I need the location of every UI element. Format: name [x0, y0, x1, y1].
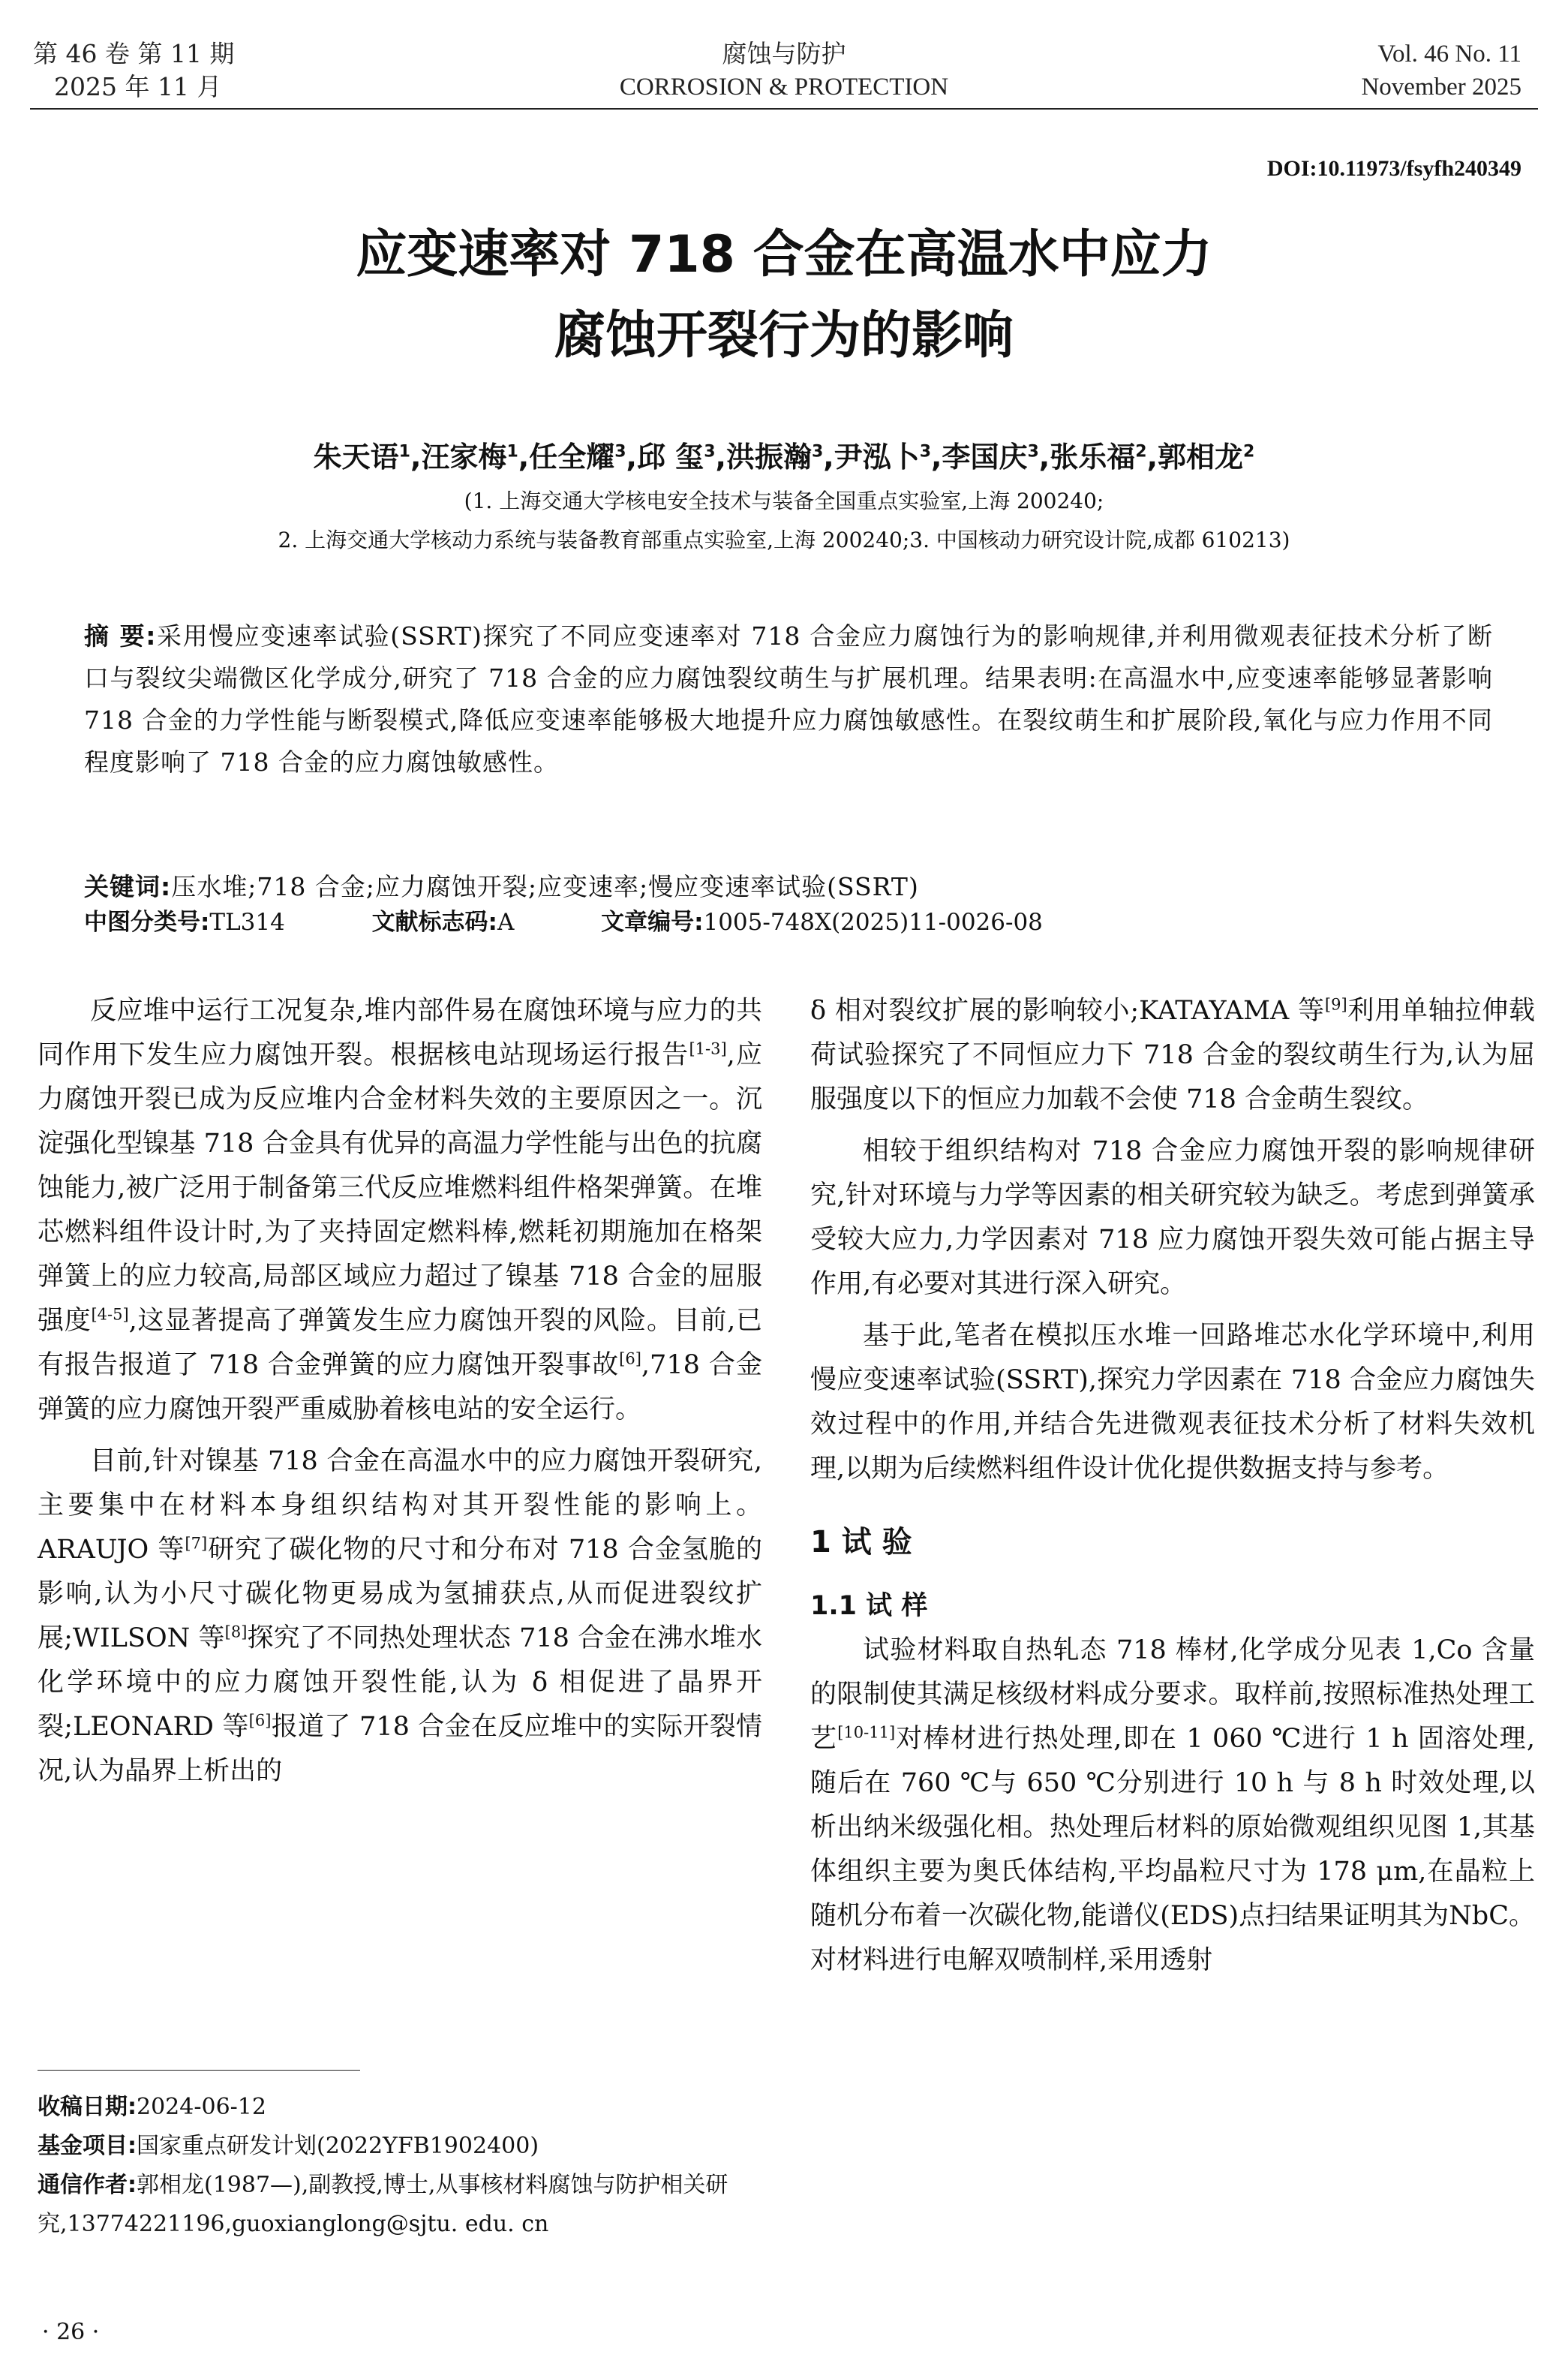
doi: DOI:10.11973/fsyfh240349	[1266, 156, 1521, 181]
footnote-divider	[38, 2070, 360, 2071]
citation: [9]	[1324, 995, 1347, 1014]
affiliation-line2: 2. 上海交通大学核动力系统与装备教育部重点实验室,上海 200240;3. 中国核动力研究设计院,成都 610213)	[278, 528, 1290, 552]
author	[314, 441, 410, 474]
body-paragraph-3: 基于此,笔者在模拟压水堆一回路堆芯水化学环境中,利用慢应变速率试验(SSRT),探究力学因素在 718 合金应力腐蚀失效过程中的作用,并结合先进微观表征技术分析了材料失效机理,以期为后续燃料组件设计优化提供数据支持与参考。	[810, 1321, 1535, 1484]
abstract-text: 采用慢应变速率试验(SSRT)探究了不同应变速率对 718 合金应力腐蚀行为的影响规律,并利用微观表征技术分析了断口与裂纹尖端微区化学成分,研究了 718 合金的应力腐蚀裂纹萌生与扩展机理。结果表明:在高温水中,应变速率能够显著影响 718 合金的力学性能与断裂模式,降低应变速率能够极大地提升应力腐蚀敏感性。在裂纹萌生和扩展阶段,氧化与应力作用不同程度影响了 718 合金的应力腐蚀敏感性。	[84, 621, 1493, 777]
journal-name: 腐蚀与防护 CORROSION & PROTECTION	[619, 39, 949, 101]
article-no-value: 1005-748X(2025)11-0026-08	[703, 909, 1043, 936]
page-number: · 26 ·	[42, 2319, 100, 2345]
body-paragraph-2: 相较于组织结构对 718 合金应力腐蚀开裂的影响规律研究,针对环境与力学等因素的相关研究较为缺乏。考虑到弹簧承受较大应力,力学因素对 718 应力腐蚀开裂失效可能占据主导作用,有必要对其进行深入研究。	[810, 1136, 1535, 1299]
body-paragraph-continued: δ 相对裂纹扩展的影响较小;KATAYAMA 等[9]利用单轴拉伸载荷试验探究了不同恒应力下 718 合金的裂纹萌生行为,认为屈服强度以下的恒应力加载不会使 718 合金萌生裂纹。	[810, 995, 1535, 1114]
author	[421, 441, 518, 474]
author-affiliation-mark: 3	[919, 442, 932, 462]
article-no-label: 文章编号:	[601, 909, 704, 936]
intro-paragraph-1: 反应堆中运行工况复杂,堆内部件易在腐蚀环境与应力的共同作用下发生应力腐蚀开裂。根据核电站现场运行报告[1-3],应力腐蚀开裂已成为反应堆内合金材料失效的主要原因之一。沉淀强化型镍基 718 合金具有优异的高温力学性能与出色的抗腐蚀能力,被广泛用于制备第三代反应堆燃料组件格架弹簧。在堆芯燃料组件设计时,为了夹持固定燃料棒,燃耗初期施加在格架弹簧上的应力较高,局部区域应力超过了镍基 718 合金的屈服强度[4-5],这显著提高了弹簧发生应力腐蚀开裂的风险。目前,已有报告报道了 718 合金弹簧的应力腐蚀开裂事故[6],718 合金弹簧的应力腐蚀开裂严重威胁着核电站的安全运行。	[38, 996, 762, 1424]
fund-project: 基金项目:国家重点研发计划(2022YFB1902400)	[38, 2133, 539, 2159]
received-date: 收稿日期:2024-06-12	[38, 2094, 266, 2120]
author-name: 任全耀	[529, 441, 615, 474]
affiliation-line1: (1. 上海交通大学核电安全技术与装备全国重点实验室,上海 200240;	[464, 489, 1104, 513]
author	[637, 441, 716, 474]
subsection-title: 1.1 试 样	[810, 1591, 928, 1621]
left-column	[38, 989, 762, 1794]
author	[1158, 441, 1254, 474]
corresponding-author: 通信作者:郭相龙(1987—),副教授,博士,从事核材料腐蚀与防护相关研究,13774221196,guoxianglong@sjtu. edu. cn	[38, 2172, 728, 2237]
citation: [4-5]	[91, 1305, 129, 1324]
footnotes	[38, 2088, 762, 2244]
keywords-label: 关键词:	[84, 872, 172, 901]
author	[529, 441, 626, 474]
author	[726, 441, 823, 474]
doc-code-label: 文献标志码:	[371, 909, 497, 936]
citation: [10-11]	[837, 1723, 896, 1742]
author-affiliation-mark: 3	[704, 442, 716, 462]
author-name: 朱天语	[313, 441, 399, 474]
author-name: 张乐福	[1050, 441, 1136, 474]
abstract-label: 摘 要:	[84, 621, 157, 651]
author-name: 邱 玺	[636, 441, 704, 474]
clc-value: TL314	[209, 909, 285, 936]
doc-code-value: A	[497, 909, 515, 936]
author-name: 洪振瀚	[725, 441, 812, 474]
classification-line	[84, 904, 1493, 941]
article-title-line1: 应变速率对 718 合金在高温水中应力	[356, 225, 1212, 284]
author-affiliation-mark: 3	[1027, 442, 1039, 462]
keywords-text: 压水堆;718 合金;应力腐蚀开裂;应变速率;慢应变速率试验(SSRT)	[171, 872, 919, 901]
citation: [7]	[185, 1534, 208, 1553]
keywords	[84, 866, 1493, 908]
author	[834, 441, 931, 474]
author-name: 郭相龙	[1158, 441, 1244, 474]
right-column	[810, 989, 1535, 1983]
citation: [6]	[619, 1349, 641, 1368]
author-list: 朱天语$^1$,汪家梅$^1$,任全耀$^3$,邱 玺$^3$,洪振瀚$^3$,尹泓卜$^3$,李国庆$^3$,张乐福$^2$,郭相龙$^2$	[313, 441, 1255, 474]
citation: [1-3]	[689, 1039, 727, 1058]
author-affiliation-mark: 3	[811, 442, 824, 462]
author	[1050, 441, 1146, 474]
section-title: 1 试 验	[810, 1525, 912, 1559]
abstract	[84, 615, 1493, 783]
author-affiliation-mark: 3	[614, 442, 626, 462]
intro-paragraph-2: 目前,针对镍基 718 合金在高温水中的应力腐蚀开裂研究,主要集中在材料本身组织结构对其开裂性能的影响上。ARAUJO 等[7]研究了碳化物的尺寸和分布对 718 合金氢脆的影响,认为小尺寸碳化物更易成为氢捕获点,从而促进裂纹扩展;WILSON 等[8]探究了不同热处理状态 718 合金在沸水堆水化学环境中的应力腐蚀开裂性能,认为 δ 相促进了晶界开裂;LEONARD 等[6]报道了 718 合金在反应堆中的实际开裂情况,认为晶界上析出的	[38, 1446, 763, 1786]
author	[942, 441, 1038, 474]
header-divider	[30, 108, 1538, 110]
author-name: 汪家梅	[421, 441, 507, 474]
author-name: 尹泓卜	[834, 441, 920, 474]
citation: [6]	[248, 1711, 272, 1730]
author-affiliation-mark: 2	[1243, 442, 1255, 462]
journal-volume-en: Vol. 46 No. 11 November 2025	[1361, 41, 1521, 101]
article-title-line2: 腐蚀开裂行为的影响	[554, 306, 1014, 365]
author-affiliation-mark: 2	[1135, 442, 1147, 462]
author-affiliation-mark: 1	[398, 442, 410, 462]
citation: [8]	[224, 1623, 248, 1641]
author-affiliation-mark: 1	[506, 442, 518, 462]
author-name: 李国庆	[942, 441, 1028, 474]
body-paragraph-4: 试验材料取自热轧态 718 棒材,化学成分见表 1,Co 含量的限制使其满足核级材料成分要求。取样前,按照标准热处理工艺[10-11]对棒材进行热处理,即在 1 060 ℃进行 1 h 固溶处理,随后在 760 ℃与 650 ℃分别进行 10 h 与 8 h 时效处理,以析出纳米级强化相。热处理后材料的原始微观组织见图 1,其基体组织主要为奥氏体结构,平均晶粒尺寸为 178 μm,在晶粒上随机分布着一次碳化物,能谱仪(EDS)点扫结果证明其为NbC。对材料进行电解双喷制样,采用透射	[810, 1635, 1535, 1975]
journal-volume-issue: 第 46 卷 第 11 期 2025 年 11 月	[33, 39, 235, 101]
clc-label: 中图分类号:	[84, 909, 210, 936]
